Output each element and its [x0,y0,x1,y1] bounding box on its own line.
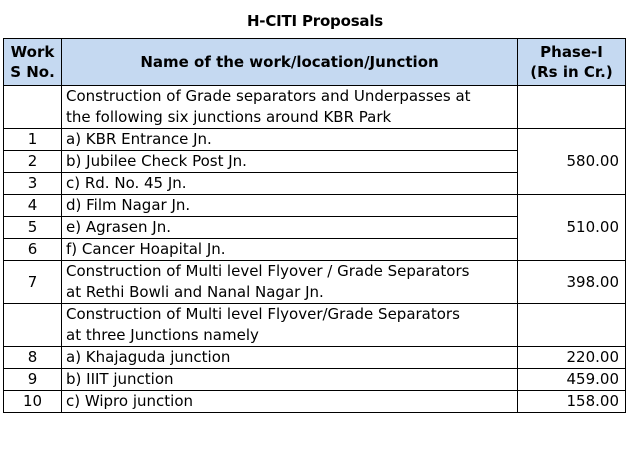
name-cell: a) KBR Entrance Jn. [62,129,518,151]
sno-cell [4,86,62,129]
name-cell: d) Film Nagar Jn. [62,195,518,217]
table-row [4,129,626,151]
header-phase-line1: Phase-I [540,43,603,61]
amount-cell: 398.00 [518,261,626,304]
group1-heading-line1: Construction of Grade separators and Underpasses at [66,87,471,105]
table-row [4,261,626,304]
group1-heading-line2: the following six junctions around KBR Park [66,108,392,126]
name-cell: a) Khajaguda junction [62,347,518,369]
header-sno [4,39,62,86]
name-cell: c) Wipro junction [62,391,518,413]
sno-cell: 4 [4,195,62,217]
amount-cell: 158.00 [518,391,626,413]
sno-cell: 7 [4,261,62,304]
proposals-table [3,38,626,413]
amount-cell: 510.00 [518,195,626,261]
sno-cell: 3 [4,173,62,195]
row7-name-line1: Construction of Multi level Flyover / Grade Separators [66,262,470,280]
table-row [4,391,626,413]
group1-heading [62,86,518,129]
row7-name-line2: at Rethi Bowli and Nanal Nagar Jn. [66,283,324,301]
name-cell: c) Rd. No. 45 Jn. [62,173,518,195]
table-row [4,304,626,347]
header-phase-line2: (Rs in Cr.) [530,63,613,81]
sno-cell: 8 [4,347,62,369]
group3-heading [62,304,518,347]
sno-cell: 1 [4,129,62,151]
name-cell: b) Jubilee Check Post Jn. [62,151,518,173]
name-cell [62,261,518,304]
amount-cell [518,304,626,347]
group3-heading-line1: Construction of Multi level Flyover/Grade Separators [66,305,460,323]
header-name: Name of the work/location/Junction [62,39,518,86]
sno-cell: 5 [4,217,62,239]
header-phase [518,39,626,86]
amount-cell: 580.00 [518,129,626,195]
table-row [4,195,626,217]
table-row [4,369,626,391]
page-title: H-CITI Proposals [246,12,384,30]
table-header-row [4,39,626,86]
name-cell: b) IIIT junction [62,369,518,391]
header-sno-line2: S No. [10,63,55,81]
amount-cell [518,86,626,129]
amount-cell: 459.00 [518,369,626,391]
table-row [4,347,626,369]
sno-cell: 9 [4,369,62,391]
sno-cell: 6 [4,239,62,261]
name-cell: e) Agrasen Jn. [62,217,518,239]
header-sno-line1: Work [10,43,55,61]
sno-cell [4,304,62,347]
amount-cell: 220.00 [518,347,626,369]
sno-cell: 2 [4,151,62,173]
name-cell: f) Cancer Hoapital Jn. [62,239,518,261]
group3-heading-line2: at three Junctions namely [66,326,259,344]
table-row [4,86,626,129]
sno-cell: 10 [4,391,62,413]
